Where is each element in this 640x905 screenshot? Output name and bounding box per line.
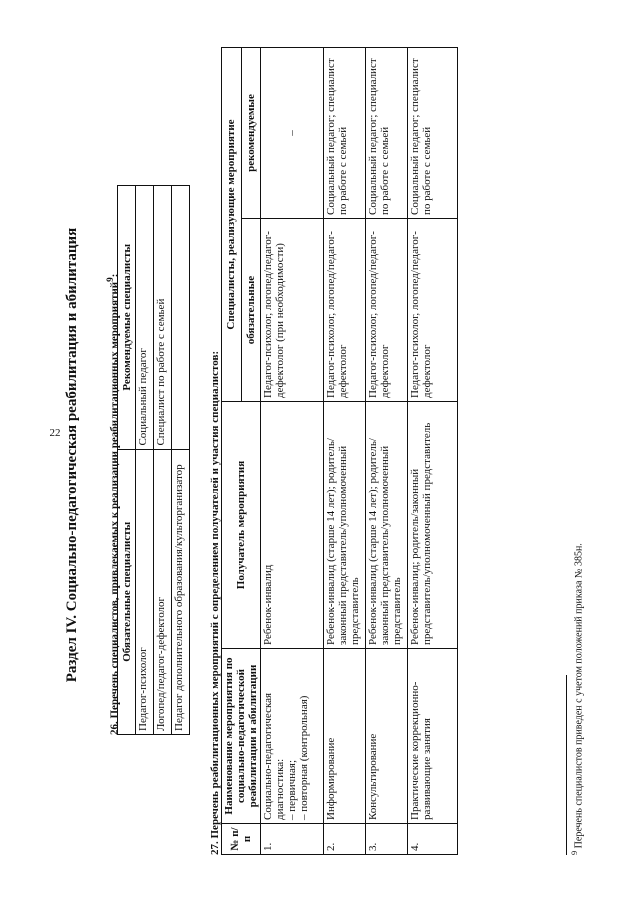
page-number: 22: [49, 427, 61, 439]
footnote-divider: [566, 675, 567, 855]
measure-name: [261, 649, 324, 824]
recommended-specialists: –: [261, 48, 324, 219]
table-row: [408, 48, 458, 855]
measure-name: [408, 649, 458, 824]
required-specialist: Логопед/педагог-дефектолог: [154, 449, 172, 734]
col-measure-name: Наименование мероприятия по социально-педагогической реабилитации и абилитации: [222, 649, 261, 824]
recipient: Ребенок-инвалид (старше 14 лет); родитель/законный представитель/уполномоченный представитель: [324, 402, 366, 649]
recommended-specialist: Специалист по работе с семьей: [154, 186, 172, 450]
required-specialists: Педагог-психолог, логопед/педагог-дефектолог: [324, 219, 366, 402]
recipient: Ребенок-инвалид (старше 14 лет); родитель/законный представитель/уполномоченный представитель: [366, 402, 408, 649]
required-specialist: Педагог дополнительного образования/культорганизатор: [172, 449, 190, 734]
col-recommended: рекомендуемые: [241, 48, 261, 219]
specialists-table: [117, 185, 190, 735]
measure-name: [366, 649, 408, 824]
specialists-table-header: [118, 186, 136, 735]
recommended-specialist: [172, 186, 190, 450]
table-row: [172, 186, 190, 735]
required-specialist: Педагог-психолог: [136, 449, 154, 734]
section-title: Раздел IV. Социально-педагогическая реабилитация и абилитация: [64, 227, 80, 683]
recommended-specialists: Социальный педагог; специалист по работе с семьей: [324, 48, 366, 219]
measure-name-line: – первичная;: [286, 759, 298, 820]
col-recommended-specialists: Рекомендуемые специалисты: [118, 186, 136, 450]
table-row: [324, 48, 366, 855]
measure-name-line: Консультирование: [367, 733, 379, 820]
col-required: обязательные: [241, 219, 261, 402]
recommended-specialists: Социальный педагог; специалист по работе с семьей: [408, 48, 458, 219]
list26-heading-text: 26. Перечень специалистов, привлекаемых к реализации реабилитационных мероприятий: [108, 281, 121, 735]
table-row: [366, 48, 408, 855]
table-row: [261, 48, 324, 855]
recipient: Ребенок-инвалид: [261, 402, 324, 649]
measure-name: [324, 649, 366, 824]
rotated-page-content: [18, 15, 638, 895]
col-required-specialists: Обязательные специалисты: [118, 449, 136, 734]
row-number: 3.: [366, 824, 408, 855]
col-number: № п/п: [222, 824, 261, 855]
recipient: Ребенок-инвалид; родитель/законный представитель/уполномоченный представитель: [408, 402, 458, 649]
required-specialists: Педагог-психолог, логопед/педагог-дефектолог: [408, 219, 458, 402]
table-row: [136, 186, 154, 735]
list26-heading-end: :: [108, 273, 121, 278]
row-number: 1.: [261, 824, 324, 855]
measures-table: [221, 47, 458, 855]
footnote-mark: 9: [570, 850, 579, 855]
footnote-ref: 9: [105, 277, 115, 282]
required-specialists: Педагог-психолог, логопед/педагог-дефектолог (при необходимости): [261, 219, 324, 402]
measures-table-header: [222, 48, 242, 855]
row-number: 2.: [324, 824, 366, 855]
recommended-specialists: Социальный педагог; специалист по работе с семьей: [366, 48, 408, 219]
footnote: [569, 543, 585, 855]
col-recipient: Получатель мероприятия: [222, 402, 261, 649]
recommended-specialist: Социальный педагог: [136, 186, 154, 450]
measure-name-line: Информирование: [325, 737, 337, 820]
measure-name-line: Практические коррекционно-развивающие занятия: [409, 681, 433, 820]
table-row: [154, 186, 172, 735]
col-specialists: Специалисты, реализующие мероприятие: [222, 48, 242, 402]
measure-name-line: Социально-педагогическая диагностика:: [262, 692, 286, 820]
footnote-text: Перечень специалистов приведен с учетом положений приказа № 385н.: [573, 543, 585, 851]
list27-heading: 27. Перечень реабилитационных мероприятий с определением получателей и участия специалистов:: [209, 350, 221, 855]
measure-name-line: – повторная (контрольная): [298, 695, 310, 820]
required-specialists: Педагог-психолог, логопед/педагог-дефектолог: [366, 219, 408, 402]
row-number: 4.: [408, 824, 458, 855]
